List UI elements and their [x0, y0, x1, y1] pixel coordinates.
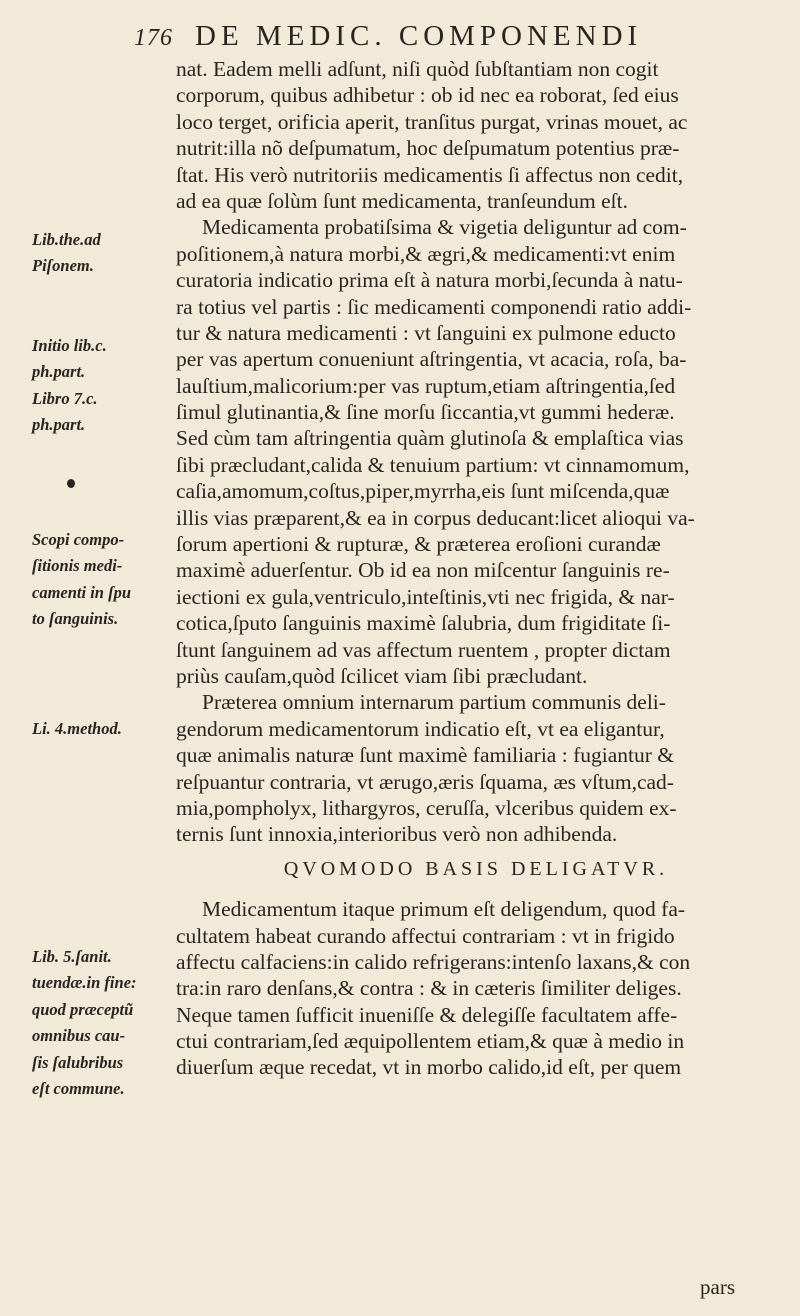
text-line: Sed cùm tam aſtringentia quàm glutinoſa & emplaſtica vias: [176, 426, 684, 451]
text-line: illis vias præparent,& ea in corpus deducant:licet alioqui va-: [176, 505, 695, 530]
text-line: ternis ſunt innoxia,interioribus verò non adhibenda.: [176, 822, 618, 847]
margin-line: Lib. 5.ſanit.: [32, 947, 112, 966]
margin-line: Libro 7.c.: [32, 388, 98, 408]
margin-line: omnibus cau-: [32, 1026, 126, 1046]
margin-note: [32, 527, 172, 633]
margin-line: camenti in ſpu: [32, 582, 132, 602]
text-line: iectioni ex gula,ventriculo,inteſtinis,vti nec frigida, & nar-: [176, 584, 675, 609]
margin-note: [32, 333, 172, 439]
margin-line: ſitionis medi-: [32, 556, 123, 576]
margin-line: Initio lib.c.: [32, 336, 107, 355]
margin-line: Piſonem.: [32, 256, 94, 276]
text-line: cotica,ſputo ſanguinis maximè ſalubria, dum frigiditate ſi-: [176, 611, 671, 636]
main-text: [176, 56, 776, 1081]
margin-line: Scopi compo-: [32, 530, 125, 549]
page-number: 176: [134, 25, 173, 51]
text-line: Præterea omnium internarum partium communis deli-: [202, 690, 666, 715]
margin-note: [32, 716, 172, 742]
catchword: pars: [700, 1275, 735, 1299]
margin-note: [32, 944, 172, 1102]
text-line: nutrit:illa nõ deſpumatum, hoc deſpumatum potentius præ-: [176, 136, 680, 161]
margin-line: tuendæ.in fine:: [32, 973, 137, 993]
text-line: ſimul glutinantia,& ſine morſu ſiccantia,vt gummi hederæ.: [176, 400, 675, 425]
text-line: per vas apertum conueniunt aſtringentia, vt acacia, roſa, ba-: [176, 347, 687, 372]
text-line: Neque tamen ſufficit inueniſſe & delegiſſe facultatem affe-: [176, 1002, 678, 1027]
text-line: ſtat. His verò nutritoriis medicamentis ſi affectus non cedit,: [176, 162, 684, 187]
text-line: ſorum apertioni & rupturæ, & præterea eroſioni curandæ: [176, 532, 661, 557]
text-line: ſtunt ſanguinem ad vas affectum ruentem , propter dictam: [176, 637, 671, 662]
text-line: corporum, quibus adhibetur : ob id nec ea roborat, ſed eius: [176, 83, 679, 108]
text-line: priùs cauſam,quòd ſcilicet viam ſibi præcludant.: [176, 663, 588, 688]
margin-line: eſt commune.: [32, 1078, 125, 1098]
text-line: affectu calfaciens:in calido refrigerans:intenſo laxans,& con: [176, 949, 691, 974]
running-title: DE MEDIC. COMPONENDI: [195, 20, 643, 52]
margin-line: ph.part.: [32, 415, 86, 435]
text-line: ra totius vel partis : ſic medicamenti componendi ratio addi-: [176, 294, 692, 319]
running-head: [134, 20, 760, 53]
text-line: curatoria indicatio prima eſt à natura morbi,ſecunda à natu-: [176, 268, 683, 293]
text-line: Medicamentum itaque primum eſt deligendum, quod fa-: [202, 897, 686, 922]
margin-line: Lib.the.ad: [32, 230, 101, 249]
text-line: ctui contrariam,ſed æquipollentem etiam,& quæ à medio in: [176, 1029, 685, 1054]
text-line: quæ animalis naturæ ſunt maximè familiaria : fugiantur &: [176, 743, 674, 768]
text-line: gendorum medicamentorum indicatio eſt, vt ea eligantur,: [176, 716, 665, 741]
text-line: ſibi præcludant,calida & tenuium partium: vt cinnamomum,: [176, 452, 690, 477]
section-heading: QVOMODO BASIS DELIGATVR.: [283, 857, 669, 880]
bullet-mark: [67, 479, 75, 488]
margin-line: Li. 4.method.: [32, 719, 122, 738]
text-line: diuerſum æque recedat, vt in morbo calido,id eſt, per quem: [176, 1055, 682, 1080]
text-line: tra:in raro denſans,& contra : & in cæteris ſimiliter deliges.: [176, 976, 682, 1001]
text-line: nat. Eadem melli adſunt, niſi quòd ſubſtantiam non cogit: [176, 57, 659, 81]
margin-line: to ſanguinis.: [32, 609, 119, 629]
text-line: reſpuantur contraria, vt ærugo,æris ſquama, æs vſtum,cad-: [176, 769, 674, 794]
text-line: cultatem habeat curando affectui contrariam : vt in frigido: [176, 923, 675, 948]
text-line: poſitionem,à natura morbi,& ægri,& medicamenti:vt enim: [176, 241, 676, 266]
text-line: ad ea quæ ſolùm ſunt medicamenta, tranſeundum eſt.: [176, 188, 628, 213]
text-line: mia,pompholyx, lithargyros, ceruſſa, vlceribus quidem ex-: [176, 795, 677, 820]
margin-line: ph.part.: [32, 362, 86, 382]
margin-line: ſis ſalubribus: [32, 1052, 124, 1072]
margin-note: [32, 227, 172, 280]
text-line: Medicamenta probatiſsima & vigetia deliguntur ad com-: [202, 215, 687, 240]
text-line: maximè aduerſentur. Ob id ea non miſcentur ſanguinis re-: [176, 558, 670, 583]
margin-line: quod præceptũ: [32, 999, 134, 1019]
text-line: caſia,amomum,coſtus,piper,myrrha,eis ſunt miſcenda,quæ: [176, 479, 670, 504]
text-line: loco terget, orificia aperit, tranſitus purgat, vrinas mouet, ac: [176, 109, 688, 134]
text-line: tur & natura medicamenti : vt ſanguini ex pulmone educto: [176, 320, 676, 345]
text-line: lauſtium,malicorium:per vas ruptum,etiam aſtringentia,ſed: [176, 373, 676, 398]
